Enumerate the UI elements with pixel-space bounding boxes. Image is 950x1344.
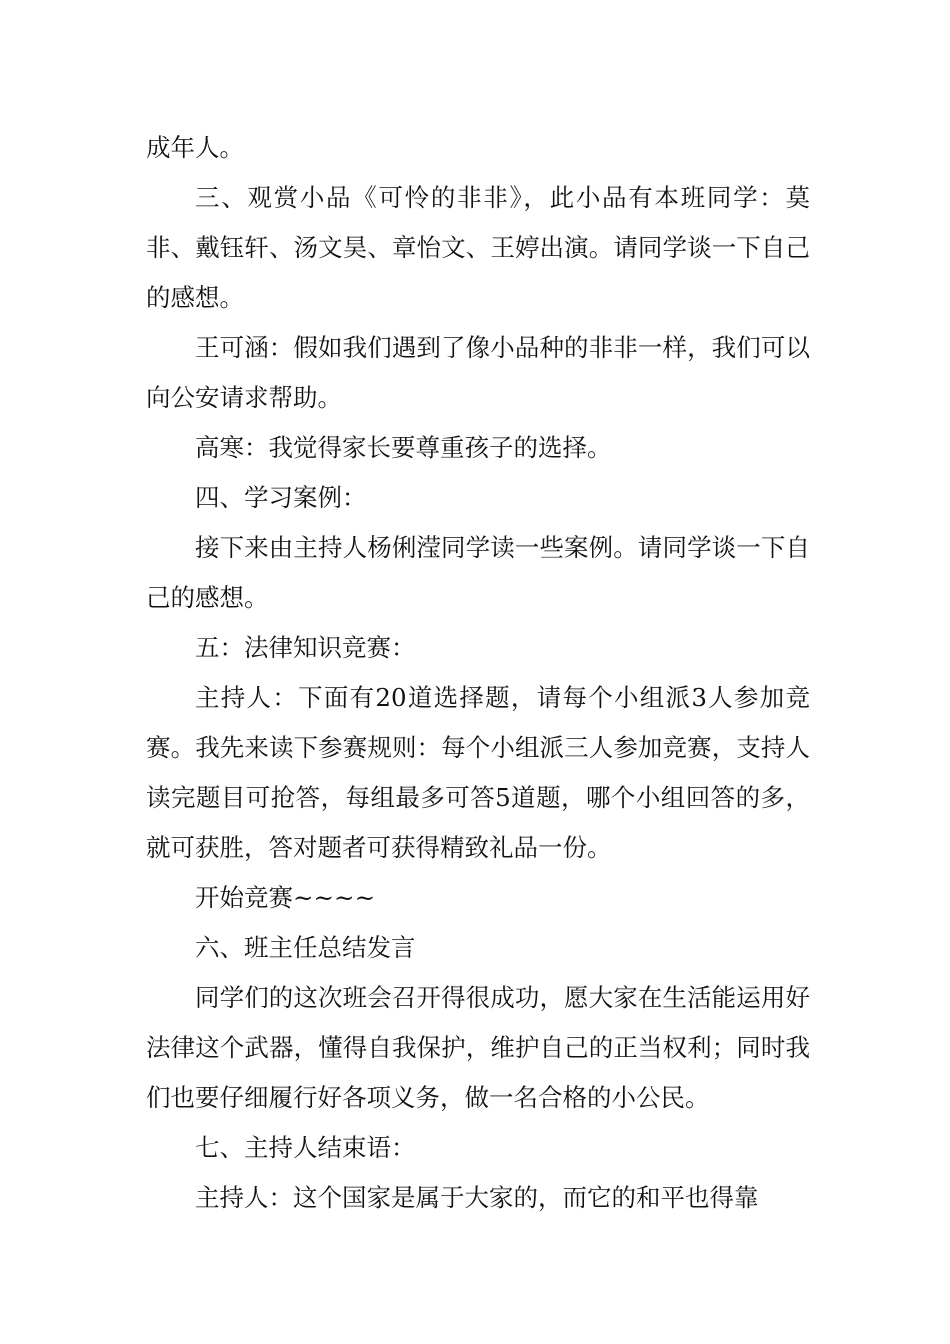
paragraph-teacher-summary: 同学们的这次班会召开得很成功，愿大家在生活能运用好法律这个武器，懂得自我保护，维护自己的正当权利；同时我们也要仔细履行好各项义务，做一名合格的小公民。: [146, 983, 810, 1112]
heading-section-seven: 七、主持人结束语：: [195, 1133, 416, 1162]
heading-section-six: 六、班主任总结发言: [195, 933, 416, 962]
heading-section-five: 五：法律知识竞赛：: [195, 633, 416, 662]
paragraph-section-three: 三、观赏小品《可怜的非非》，此小品有本班同学：莫非、戴钰轩、汤文昊、章怡文、王婷出演。请同学谈一下自己的感想。: [146, 183, 810, 312]
document-body: [146, 123, 810, 1223]
paragraph-host-closing: 主持人：这个国家是属于大家的，而它的和平也得靠: [195, 1183, 759, 1212]
paragraph-gao-han: 高寒：我觉得家长要尊重孩子的选择。: [195, 433, 612, 462]
heading-section-four: 四、学习案例：: [195, 483, 367, 512]
paragraph-continuation: 成年人。: [146, 133, 244, 162]
paragraph-case-study: 接下来由主持人杨俐滢同学读一些案例。请同学谈一下自己的感想。: [146, 533, 810, 612]
paragraph-wang-kehan: 王可涵：假如我们遇到了像小品种的非非一样，我们可以向公安请求帮助。: [146, 333, 810, 412]
paragraph-competition-rules: 主持人：下面有20道选择题，请每个小组派3人参加竞赛。我先来读下参赛规则：每个小组派三人参加竞赛，支持人读完题目可抢答，每组最多可答5道题，哪个小组回答的多，就可获胜，答对题者可获得精致礼品一份。: [146, 683, 810, 862]
paragraph-competition-start: 开始竞赛~~~~: [195, 883, 376, 912]
